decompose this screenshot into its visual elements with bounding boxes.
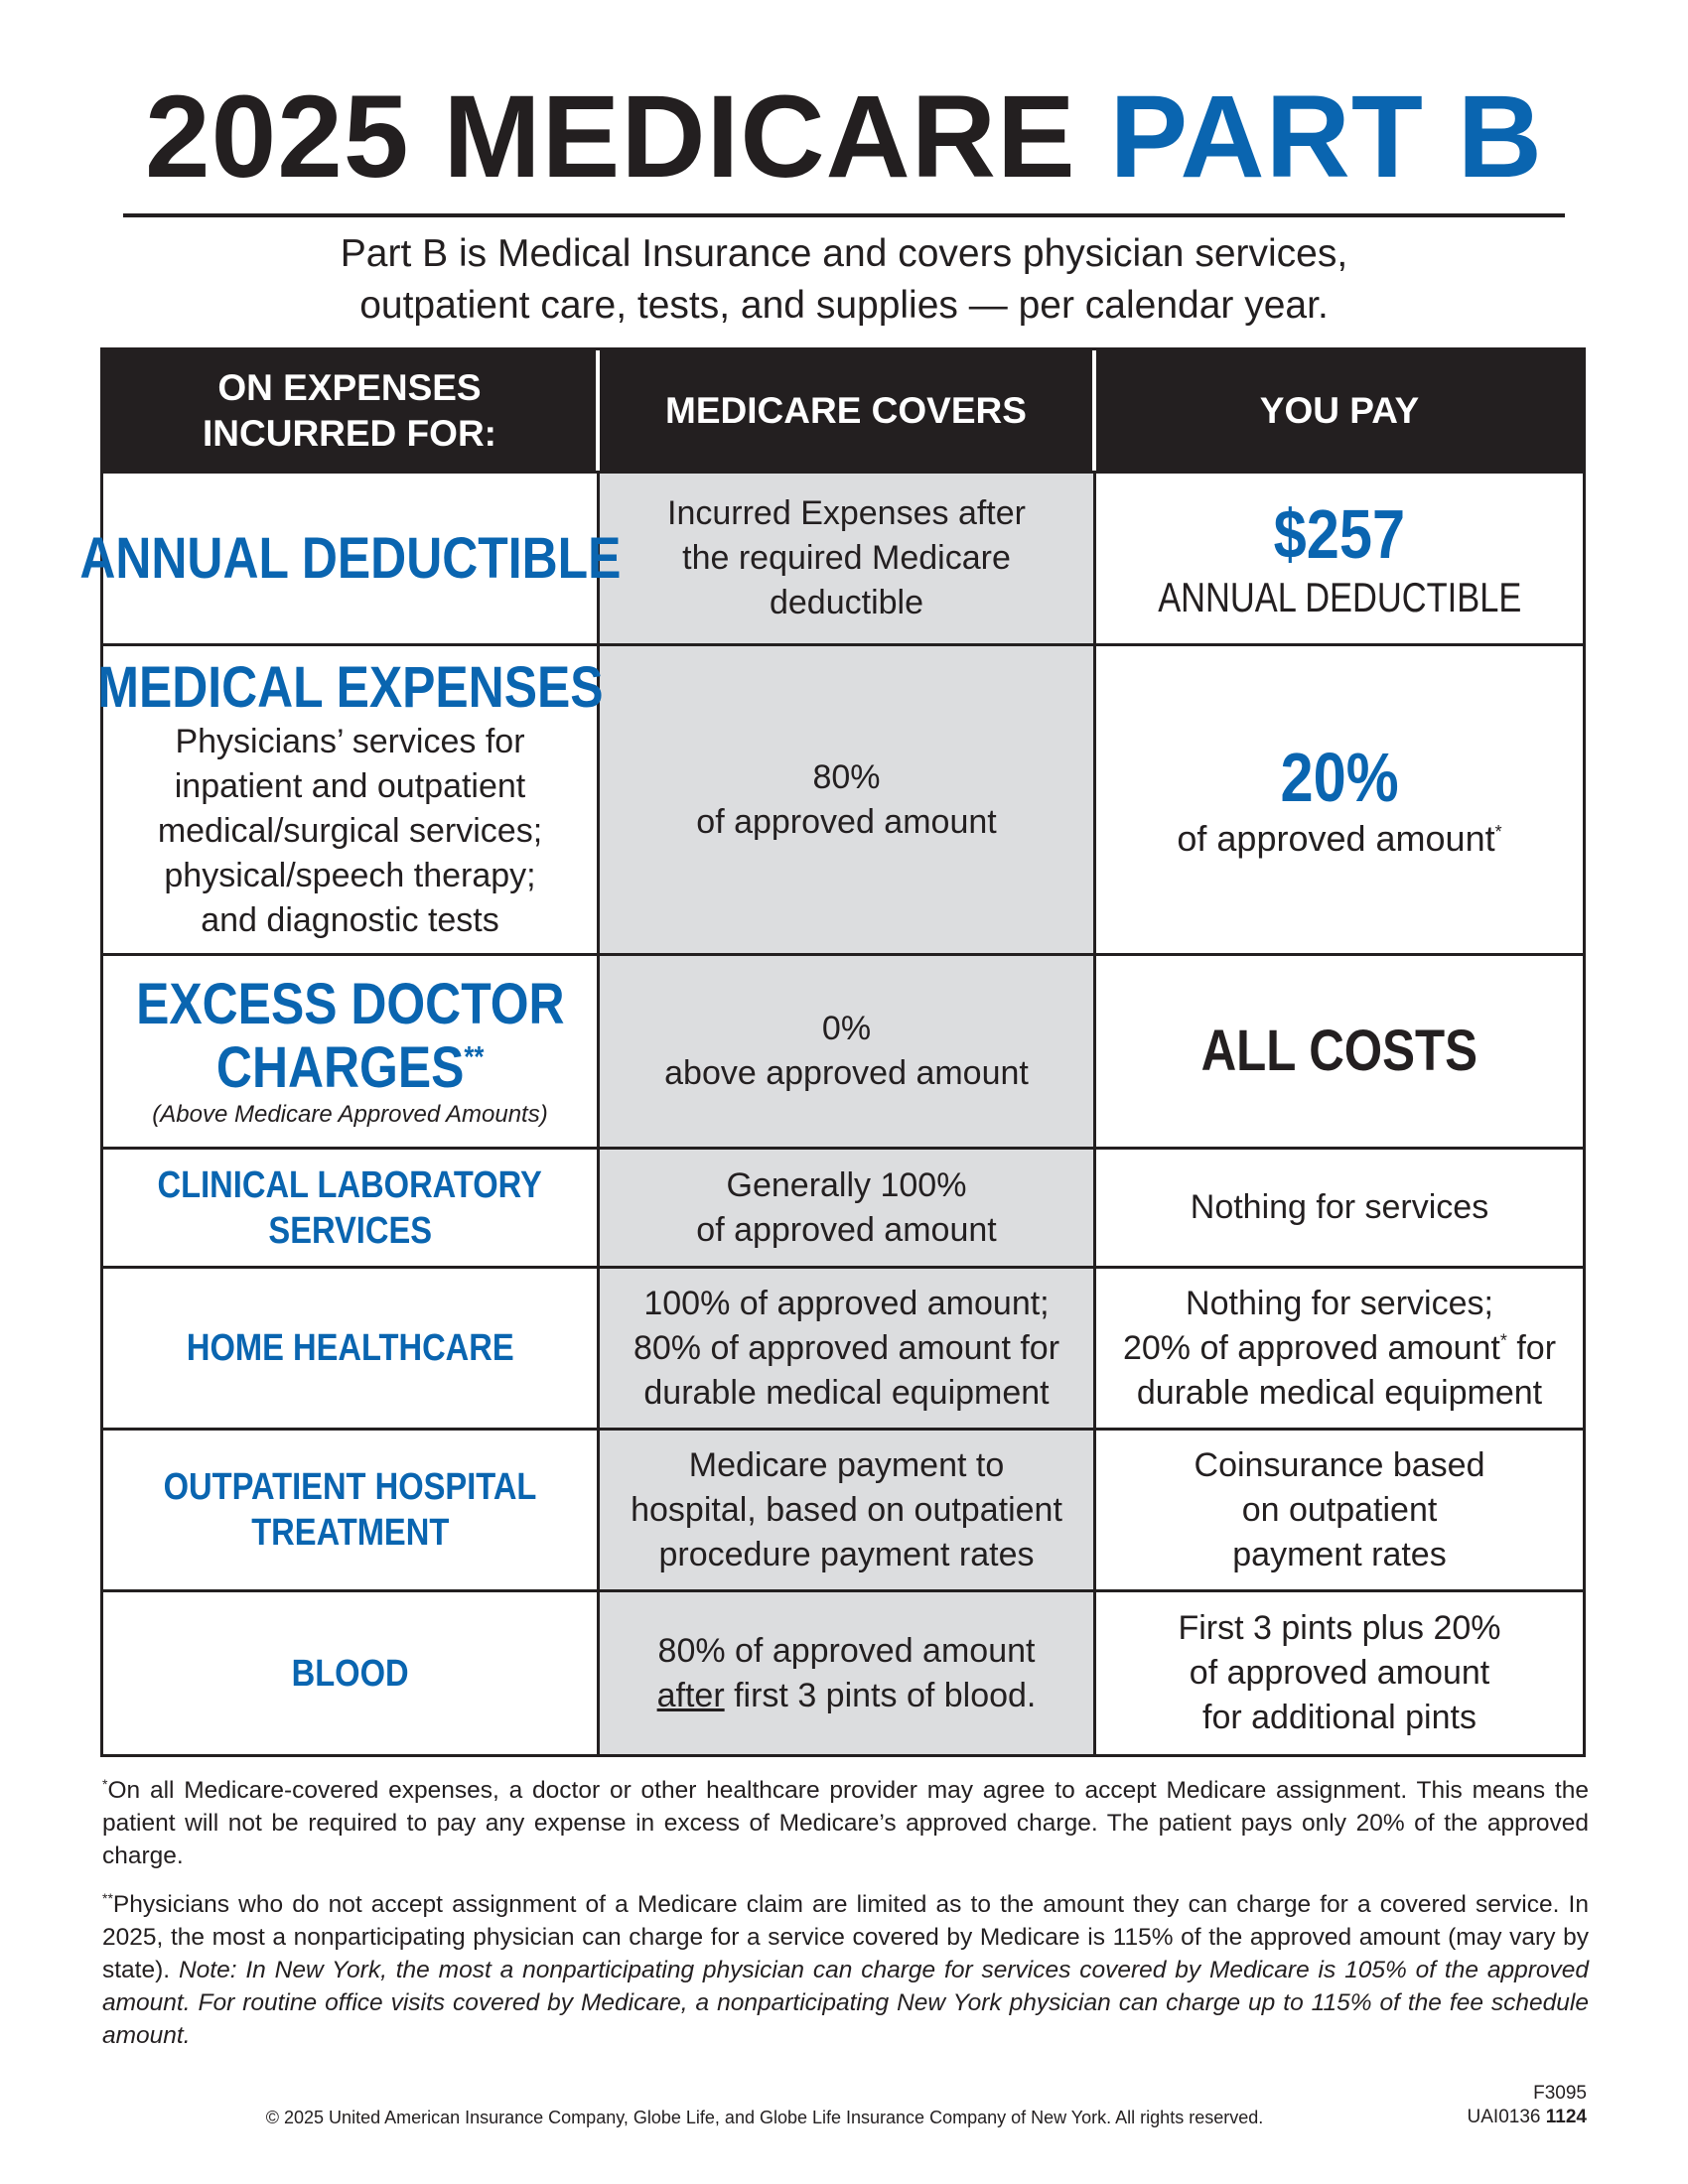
table-row bbox=[103, 1269, 1583, 1431]
outpatient-hospital-covers bbox=[600, 1431, 1096, 1589]
page-title bbox=[0, 71, 1688, 203]
excess-doctor-covers bbox=[600, 956, 1096, 1147]
home-healthcare-label: HOME HEALTHCARE bbox=[186, 1327, 514, 1369]
blood-covers bbox=[600, 1592, 1096, 1754]
pay-line bbox=[1123, 1326, 1556, 1371]
description-line: medical/surgical services; bbox=[157, 812, 543, 850]
document-code-id: UAI0136 bbox=[1467, 2107, 1541, 2127]
outpatient-label-line-2: TREATMENT bbox=[250, 1512, 450, 1554]
annual-deductible-label: ANNUAL DEDUCTIBLE bbox=[79, 525, 622, 591]
deductible-amount: $257 bbox=[1273, 494, 1406, 573]
medical-expenses-pay bbox=[1096, 646, 1583, 953]
row-label-clinical-lab bbox=[103, 1150, 600, 1266]
table-row bbox=[103, 1431, 1583, 1592]
header-medicare-covers-label: MEDICARE COVERS bbox=[665, 389, 1027, 431]
table-row bbox=[103, 956, 1583, 1150]
annual-deductible-covers bbox=[600, 474, 1096, 643]
row-label-excess-doctor bbox=[103, 956, 600, 1147]
clinical-lab-label-line-1: CLINICAL LABORATORY bbox=[157, 1163, 543, 1206]
covers-line: 80% of approved amount bbox=[657, 1631, 1036, 1670]
pay-line-part: 20% of approved amount bbox=[1122, 1328, 1500, 1367]
table-header-row bbox=[103, 350, 1583, 474]
outpatient-label-line-1: OUTPATIENT HOSPITAL bbox=[163, 1466, 537, 1508]
footnote-mark: * bbox=[1499, 1330, 1507, 1351]
covers-line: 80% of approved amount for bbox=[633, 1328, 1060, 1367]
covers-line: 80% bbox=[812, 757, 881, 796]
pay-line: Nothing for services bbox=[1190, 1188, 1489, 1226]
header-medicare-covers bbox=[600, 350, 1096, 471]
pay-line-part: for bbox=[1506, 1328, 1557, 1367]
covers-line: hospital, based on outpatient bbox=[631, 1490, 1062, 1529]
row-label-annual-deductible bbox=[79, 474, 622, 643]
covers-line: Incurred Expenses after bbox=[667, 494, 1026, 532]
pay-line: Nothing for services; bbox=[1186, 1284, 1493, 1322]
footnote-text: Physicians who do not accept assignment of a Medicare claim are limited as to the amount they can charge for a covered service. In 2025, the most a nonparticipating physician can charge for a service covered by Medicare is 115% of the approved amount (may vary by state). bbox=[102, 1891, 1589, 1983]
pay-line: of approved amount bbox=[1189, 1654, 1490, 1692]
form-code: F3095 bbox=[1533, 2083, 1587, 2104]
covers-line: Generally 100% bbox=[726, 1165, 967, 1204]
footnote-note-italic: Note: In New York, the most a nonparticipating physician can charge for services covered by Medicare is 105% of the approved amount. For routine office visits covered by Medicare, a nonparticipating New York physician can charge up to 115% of the fee schedule amount. bbox=[102, 1957, 1589, 2049]
title-divider bbox=[123, 213, 1565, 217]
subtitle-line-1: Part B is Medical Insurance and covers physician services, bbox=[340, 232, 1348, 275]
table-row bbox=[79, 474, 1583, 646]
header-you-pay-label: YOU PAY bbox=[1259, 389, 1420, 431]
excess-doctor-charges-text: CHARGES bbox=[215, 1035, 465, 1100]
covers-line: procedure payment rates bbox=[658, 1535, 1035, 1573]
description-line: inpatient and outpatient bbox=[174, 767, 526, 805]
covers-line-part: first 3 pints of blood. bbox=[724, 1676, 1037, 1714]
covers-line bbox=[657, 1674, 1037, 1718]
table-row bbox=[103, 1592, 1583, 1754]
table-row bbox=[96, 646, 1583, 956]
header-expenses-line-1: ON EXPENSES bbox=[217, 366, 482, 408]
home-healthcare-pay bbox=[1096, 1269, 1583, 1428]
pay-line: First 3 pints plus 20% bbox=[1178, 1609, 1501, 1647]
footnote-mark: ** bbox=[102, 1889, 113, 1906]
subtitle-line-2: outpatient care, tests, and supplies — per calendar year. bbox=[359, 284, 1329, 327]
home-healthcare-covers bbox=[600, 1269, 1096, 1428]
description-line: physical/speech therapy; bbox=[164, 857, 536, 894]
medical-expenses-covers bbox=[600, 646, 1096, 953]
covers-line: of approved amount bbox=[696, 1210, 997, 1249]
emphasis-after: after bbox=[656, 1676, 725, 1714]
footnote-mark: * bbox=[102, 1775, 108, 1792]
title-year-medicare: 2025 MEDICARE bbox=[145, 71, 1076, 203]
document-code-date: 1124 bbox=[1545, 2107, 1587, 2127]
excess-doctor-label-line-1: EXCESS DOCTOR bbox=[135, 972, 565, 1036]
covers-line: durable medical equipment bbox=[643, 1373, 1050, 1412]
copyright: © 2025 United American Insurance Company, Globe Life, and Globe Life Insurance Company of New York. All rights reserved. bbox=[265, 2108, 1264, 2127]
pay-line: for additional pints bbox=[1202, 1699, 1477, 1736]
covers-line: of approved amount bbox=[696, 802, 997, 841]
covers-line: 0% bbox=[821, 1010, 872, 1047]
clinical-lab-label-line-2: SERVICES bbox=[268, 1209, 432, 1252]
description-line: Physicians’ services for bbox=[175, 723, 525, 760]
covers-line: Medicare payment to bbox=[688, 1445, 1005, 1484]
covers-line: the required Medicare bbox=[682, 539, 1011, 577]
covers-line: above approved amount bbox=[664, 1054, 1029, 1092]
clinical-lab-pay bbox=[1096, 1150, 1583, 1266]
footnote-mark: ** bbox=[464, 1040, 485, 1074]
header-expenses bbox=[103, 350, 600, 471]
footnote-text: On all Medicare-covered expenses, a doctor or other healthcare provider may agree to accept Medicare assignment. This means the patient will not be required to pay any expense in excess of Medicare’s approved charge. The patient pays only 20% of the approved charge. bbox=[102, 1777, 1589, 1869]
document-code bbox=[1468, 2107, 1587, 2128]
header-expenses-line-2: INCURRED FOR: bbox=[203, 412, 496, 454]
excess-doctor-label-line-2 bbox=[216, 1036, 485, 1100]
pay-line: on outpatient bbox=[1241, 1490, 1438, 1529]
table-row bbox=[103, 1150, 1583, 1269]
footnote-mark: * bbox=[1494, 822, 1502, 842]
blood-pay bbox=[1096, 1592, 1583, 1754]
row-label-blood bbox=[103, 1592, 600, 1754]
footnote-nonparticipating bbox=[102, 1888, 1589, 2052]
excess-doctor-note: (Above Medicare Approved Amounts) bbox=[152, 1101, 548, 1128]
title-part-b: PART B bbox=[1109, 71, 1543, 203]
all-costs-text: ALL COSTS bbox=[1200, 1019, 1478, 1083]
pay-line: payment rates bbox=[1232, 1535, 1447, 1573]
blood-label: BLOOD bbox=[291, 1652, 409, 1695]
subtitle bbox=[99, 228, 1589, 332]
pay-line: durable medical equipment bbox=[1136, 1373, 1543, 1412]
medical-pay-percent: 20% bbox=[1280, 739, 1399, 816]
medical-pay-text: of approved amount bbox=[1177, 818, 1495, 859]
header-you-pay bbox=[1096, 350, 1583, 471]
clinical-lab-covers bbox=[600, 1150, 1096, 1266]
excess-doctor-pay bbox=[1096, 956, 1583, 1147]
medical-pay-text-wrap bbox=[1177, 816, 1501, 861]
row-label-outpatient-hospital bbox=[103, 1431, 600, 1589]
row-label-medical-expenses bbox=[96, 646, 604, 953]
coverage-table bbox=[79, 347, 1586, 1757]
pay-line: Coinsurance based bbox=[1194, 1445, 1485, 1484]
footnote-assignment bbox=[102, 1774, 1589, 1872]
medical-expenses-label: MEDICAL EXPENSES bbox=[96, 655, 604, 720]
outpatient-hospital-pay bbox=[1096, 1431, 1583, 1589]
row-label-home-healthcare bbox=[103, 1269, 600, 1428]
annual-deductible-pay bbox=[1096, 474, 1583, 643]
covers-line: deductible bbox=[769, 584, 923, 621]
deductible-pay-text: ANNUAL DEDUCTIBLE bbox=[1157, 573, 1522, 620]
covers-line: 100% of approved amount; bbox=[643, 1284, 1050, 1322]
description-line: and diagnostic tests bbox=[201, 901, 499, 939]
